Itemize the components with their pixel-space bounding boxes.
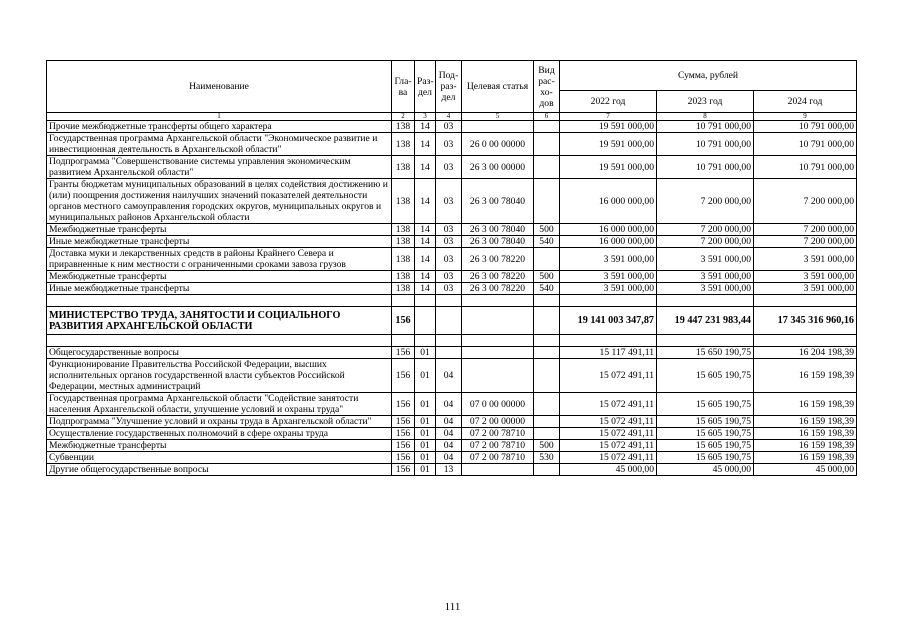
row-sum-2024: 3 591 000,00 [754, 283, 857, 295]
row-name: Функционирование Правительства Российской Федерации, высших исполнительных органов государственной власти субъектов Российской Федерации, местных администраций [47, 359, 392, 393]
row-sum-2024: 10 791 000,00 [754, 156, 857, 179]
row-target: 26 3 00 78040 [462, 224, 534, 236]
row-target: 07 2 00 78710 [462, 452, 534, 464]
table-row [47, 416, 857, 428]
header-name: Наименование [47, 61, 392, 113]
column-number: 7 [560, 113, 657, 121]
row-sum-2024: 7 200 000,00 [754, 179, 857, 224]
row-podrazdel: 03 [436, 248, 462, 271]
table-row [47, 464, 857, 476]
row-razdel: 01 [415, 464, 436, 476]
row-razdel: 01 [415, 393, 436, 416]
ministry-glava: 156 [392, 307, 415, 335]
ministry-sum-2022: 19 141 003 347,87 [560, 307, 657, 335]
row-name: Подпрограмма "Улучшение условий и охраны труда в Архангельской области" [47, 416, 392, 428]
column-number: 8 [657, 113, 754, 121]
row-glava: 138 [392, 271, 415, 283]
row-razdel: 01 [415, 416, 436, 428]
header-year-2024: 2024 год [754, 91, 857, 113]
row-sum-2024: 7 200 000,00 [754, 236, 857, 248]
row-name: Другие общегосударственные вопросы [47, 464, 392, 476]
row-podrazdel: 04 [436, 393, 462, 416]
row-vid [534, 133, 560, 156]
row-name: Иные межбюджетные трансферты [47, 283, 392, 295]
row-razdel: 14 [415, 224, 436, 236]
spacer-row [47, 335, 857, 347]
row-razdel: 01 [415, 440, 436, 452]
row-sum-2023: 15 605 190,75 [657, 416, 754, 428]
table-row [47, 156, 857, 179]
row-sum-2022: 15 072 491,11 [560, 428, 657, 440]
page-number: 111 [444, 601, 461, 613]
row-sum-2023: 10 791 000,00 [657, 156, 754, 179]
header-razdel: Раз-дел [415, 61, 436, 113]
row-glava: 156 [392, 452, 415, 464]
row-podrazdel: 03 [436, 271, 462, 283]
table-row [47, 236, 857, 248]
row-glava: 156 [392, 428, 415, 440]
row-vid: 540 [534, 283, 560, 295]
header-sum: Сумма, рублей [560, 61, 857, 91]
row-sum-2022: 15 072 491,11 [560, 452, 657, 464]
row-vid [534, 121, 560, 133]
row-razdel: 14 [415, 236, 436, 248]
row-name: Гранты бюджетам муниципальных образований в целях содействия достижению и (или) поощрения достижения наилучших значений показателей деятельности органов местного самоуправления городских округов, муниципальных округов и муниципальных районов Архангельской области [47, 179, 392, 224]
table-row [47, 359, 857, 393]
row-vid [534, 156, 560, 179]
row-sum-2022: 15 072 491,11 [560, 416, 657, 428]
column-number-row [47, 113, 857, 121]
row-sum-2023: 3 591 000,00 [657, 283, 754, 295]
row-sum-2024: 16 159 198,39 [754, 416, 857, 428]
header-year-2023: 2023 год [657, 91, 754, 113]
row-razdel: 14 [415, 179, 436, 224]
row-name: Прочие межбюджетные трансферты общего характера [47, 121, 392, 133]
row-name: Иные межбюджетные трансферты [47, 236, 392, 248]
row-podrazdel: 03 [436, 179, 462, 224]
budget-table [46, 60, 857, 476]
row-sum-2022: 3 591 000,00 [560, 283, 657, 295]
row-sum-2022: 15 072 491,11 [560, 393, 657, 416]
row-podrazdel: 04 [436, 452, 462, 464]
row-target [462, 121, 534, 133]
column-number: 1 [47, 113, 392, 121]
row-glava: 138 [392, 283, 415, 295]
table-row [47, 428, 857, 440]
row-glava: 156 [392, 440, 415, 452]
row-razdel: 14 [415, 283, 436, 295]
row-sum-2022: 16 000 000,00 [560, 236, 657, 248]
row-glava: 138 [392, 248, 415, 271]
table-row [47, 283, 857, 295]
row-sum-2024: 16 159 198,39 [754, 452, 857, 464]
table-row [47, 452, 857, 464]
row-sum-2023: 3 591 000,00 [657, 248, 754, 271]
row-sum-2023: 7 200 000,00 [657, 236, 754, 248]
row-sum-2024: 10 791 000,00 [754, 133, 857, 156]
row-sum-2024: 10 791 000,00 [754, 121, 857, 133]
row-vid: 500 [534, 440, 560, 452]
row-sum-2024: 7 200 000,00 [754, 224, 857, 236]
row-glava: 156 [392, 347, 415, 359]
row-podrazdel: 03 [436, 121, 462, 133]
row-vid: 530 [534, 452, 560, 464]
header-podrazdel: Под-раз-дел [436, 61, 462, 113]
row-sum-2022: 15 072 491,11 [560, 440, 657, 452]
row-glava: 156 [392, 464, 415, 476]
row-sum-2022: 3 591 000,00 [560, 271, 657, 283]
table-row [47, 440, 857, 452]
row-sum-2024: 16 204 198,39 [754, 347, 857, 359]
row-glava: 138 [392, 156, 415, 179]
spacer-row [47, 295, 857, 307]
row-target: 07 2 00 00000 [462, 416, 534, 428]
row-name: Подпрограмма "Совершенствование системы управления экономическим развитием Архангельской области" [47, 156, 392, 179]
row-sum-2024: 45 000,00 [754, 464, 857, 476]
row-vid [534, 393, 560, 416]
row-sum-2023: 7 200 000,00 [657, 179, 754, 224]
row-sum-2024: 16 159 198,39 [754, 393, 857, 416]
column-number: 4 [436, 113, 462, 121]
row-razdel: 14 [415, 121, 436, 133]
row-vid [534, 416, 560, 428]
row-sum-2023: 45 000,00 [657, 464, 754, 476]
column-number: 9 [754, 113, 857, 121]
row-name: Государственная программа Архангельской области "Содействие занятости населения Архангельской области, улучшение условий и охраны труда" [47, 393, 392, 416]
row-sum-2023: 15 605 190,75 [657, 452, 754, 464]
row-vid [534, 359, 560, 393]
row-target: 26 3 00 78040 [462, 179, 534, 224]
row-vid: 500 [534, 271, 560, 283]
row-glava: 156 [392, 359, 415, 393]
row-sum-2022: 19 591 000,00 [560, 133, 657, 156]
row-sum-2024: 16 159 198,39 [754, 359, 857, 393]
row-sum-2023: 3 591 000,00 [657, 271, 754, 283]
row-podrazdel [436, 347, 462, 359]
row-razdel: 01 [415, 359, 436, 393]
row-name: Общегосударственные вопросы [47, 347, 392, 359]
header-target: Целевая статья [462, 61, 534, 113]
row-podrazdel: 03 [436, 283, 462, 295]
row-target [462, 464, 534, 476]
row-vid: 540 [534, 236, 560, 248]
row-name: Межбюджетные трансферты [47, 271, 392, 283]
row-sum-2023: 15 605 190,75 [657, 359, 754, 393]
row-razdel: 01 [415, 428, 436, 440]
row-podrazdel: 04 [436, 428, 462, 440]
row-sum-2024: 3 591 000,00 [754, 248, 857, 271]
table-row [47, 133, 857, 156]
row-sum-2023: 10 791 000,00 [657, 133, 754, 156]
row-vid [534, 248, 560, 271]
column-number: 5 [462, 113, 534, 121]
row-sum-2022: 19 591 000,00 [560, 156, 657, 179]
row-target: 07 0 00 00000 [462, 393, 534, 416]
row-razdel: 01 [415, 452, 436, 464]
row-sum-2024: 16 159 198,39 [754, 440, 857, 452]
table-row [47, 347, 857, 359]
row-name: Государственная программа Архангельской области "Экономическое развитие и инвестиционная деятельность в Архангельской области" [47, 133, 392, 156]
row-target: 07 2 00 78710 [462, 440, 534, 452]
row-sum-2022: 45 000,00 [560, 464, 657, 476]
row-razdel: 14 [415, 271, 436, 283]
ministry-sum-2024: 17 345 316 960,16 [754, 307, 857, 335]
row-podrazdel: 04 [436, 359, 462, 393]
row-target: 26 3 00 00000 [462, 156, 534, 179]
row-name: Межбюджетные трансферты [47, 224, 392, 236]
row-sum-2022: 19 591 000,00 [560, 121, 657, 133]
row-sum-2023: 7 200 000,00 [657, 224, 754, 236]
row-razdel: 14 [415, 156, 436, 179]
ministry-name: МИНИСТЕРСТВО ТРУДА, ЗАНЯТОСТИ И СОЦИАЛЬНОГО РАЗВИТИЯ АРХАНГЕЛЬСКОЙ ОБЛАСТИ [47, 307, 392, 335]
row-vid [534, 347, 560, 359]
row-target: 26 3 00 78220 [462, 283, 534, 295]
table-row [47, 271, 857, 283]
row-target: 26 0 00 00000 [462, 133, 534, 156]
ministry-sum-2023: 19 447 231 983,44 [657, 307, 754, 335]
table-body-section-2 [47, 347, 857, 476]
row-sum-2023: 10 791 000,00 [657, 121, 754, 133]
row-sum-2024: 3 591 000,00 [754, 271, 857, 283]
row-glava: 138 [392, 133, 415, 156]
row-razdel: 14 [415, 133, 436, 156]
row-name: Осуществление государственных полномочий в сфере охраны труда [47, 428, 392, 440]
row-sum-2022: 3 591 000,00 [560, 248, 657, 271]
row-vid [534, 428, 560, 440]
row-glava: 138 [392, 224, 415, 236]
table-row [47, 179, 857, 224]
row-podrazdel: 04 [436, 416, 462, 428]
column-number: 3 [415, 113, 436, 121]
row-podrazdel: 03 [436, 133, 462, 156]
row-target: 26 3 00 78220 [462, 271, 534, 283]
row-sum-2023: 15 605 190,75 [657, 440, 754, 452]
row-target [462, 359, 534, 393]
table-row [47, 224, 857, 236]
row-sum-2022: 15 072 491,11 [560, 359, 657, 393]
row-target: 26 3 00 78220 [462, 248, 534, 271]
row-podrazdel: 13 [436, 464, 462, 476]
ministry-section [47, 295, 857, 347]
row-vid [534, 179, 560, 224]
row-sum-2022: 15 117 491,11 [560, 347, 657, 359]
row-name: Субвенции [47, 452, 392, 464]
ministry-row [47, 307, 857, 335]
row-podrazdel: 03 [436, 224, 462, 236]
row-glava: 156 [392, 393, 415, 416]
row-sum-2023: 15 605 190,75 [657, 393, 754, 416]
row-name: Доставка муки и лекарственных средств в районы Крайнего Севера и приравненные к ним местности с ограниченными сроками завоза грузов [47, 248, 392, 271]
header-glava: Гла-ва [392, 61, 415, 113]
header-vid: Вид рас-хо-дов [534, 61, 560, 113]
row-sum-2022: 16 000 000,00 [560, 224, 657, 236]
row-vid [534, 464, 560, 476]
row-razdel: 14 [415, 248, 436, 271]
row-vid: 500 [534, 224, 560, 236]
row-target [462, 347, 534, 359]
row-podrazdel: 03 [436, 236, 462, 248]
row-target: 07 2 00 78710 [462, 428, 534, 440]
table-row [47, 121, 857, 133]
table-row [47, 248, 857, 271]
column-number: 2 [392, 113, 415, 121]
row-sum-2024: 16 159 198,39 [754, 428, 857, 440]
table-body-section-1 [47, 121, 857, 295]
row-razdel: 01 [415, 347, 436, 359]
row-glava: 138 [392, 236, 415, 248]
row-podrazdel: 03 [436, 156, 462, 179]
row-glava: 138 [392, 121, 415, 133]
row-glava: 138 [392, 179, 415, 224]
column-number: 6 [534, 113, 560, 121]
row-glava: 156 [392, 416, 415, 428]
row-name: Межбюджетные трансферты [47, 440, 392, 452]
row-podrazdel: 04 [436, 440, 462, 452]
row-sum-2023: 15 605 190,75 [657, 428, 754, 440]
table-row [47, 393, 857, 416]
row-target: 26 3 00 78040 [462, 236, 534, 248]
header-year-2022: 2022 год [560, 91, 657, 113]
row-sum-2022: 16 000 000,00 [560, 179, 657, 224]
row-sum-2023: 15 650 190,75 [657, 347, 754, 359]
